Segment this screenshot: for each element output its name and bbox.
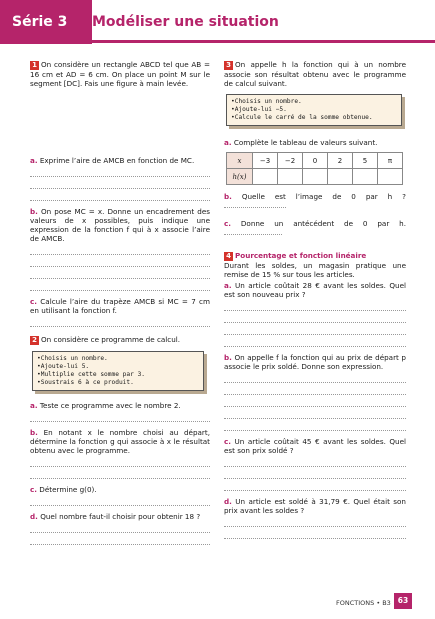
table-cell: 5 [353,153,378,169]
page-header [0,0,435,44]
program-line: •Ajoute-lui −5. [231,106,287,113]
exercise-number: 2 [30,336,39,345]
answer-line[interactable] [224,455,406,467]
answer-line[interactable] [224,371,406,383]
exercise-intro: Durant les soldes, un magasin pratique une remise de 15 % sur tous les articles. [224,261,406,279]
program-line: •Soustrais 6 à ce produit. [37,379,134,386]
footer-chapter: FONCTIONS • B3 [336,599,391,607]
exercise-number: 1 [30,61,39,70]
table-input-cell[interactable] [278,169,303,185]
exercise-intro: On appelle h la fonction qui à un nombre associe son résultat obtenu avec le programme de calcul suivant. [224,60,406,88]
question-label: a. [30,156,38,165]
exercise-4 [224,251,406,539]
program-line: •Choisis un nombre. [37,355,108,362]
question-label: c. [224,437,231,446]
answer-line[interactable] [224,467,406,479]
exercise-title: Pourcentage et fonction linéaire [235,251,367,260]
question-text: Donne un antécédent de 0 par h. [240,219,406,228]
table-row [227,169,403,185]
table-cell: π [378,153,403,169]
question-text: En notant x le nombre choisi au départ, détermine la fonction g qui associe à x le résultat obtenu avec le programme. [30,428,210,455]
question-text: Quel nombre faut-il choisir pour obtenir 18 ? [40,512,201,521]
answer-line[interactable] [224,383,406,395]
question-label: b. [224,192,232,201]
table-cell: −3 [253,153,278,169]
program-box [226,94,402,126]
question-text: Quelle est l’image de 0 par h ? [241,192,406,201]
exercise-number: 4 [224,252,233,261]
program-line: •Calcule le carré de la somme obtenue. [231,114,373,121]
answer-line[interactable] [30,467,210,479]
exercise-3 [224,60,406,237]
right-column [224,60,406,539]
question-text: Un article est soldé à 31,79 €. Quel était son prix avant les soldes ? [224,497,406,515]
exercise-1 [30,60,210,327]
question-label: c. [30,485,37,494]
answer-line[interactable] [224,527,406,539]
answer-line[interactable] [224,395,406,407]
answer-line[interactable] [224,299,406,311]
answer-line[interactable] [30,255,210,267]
answer-line[interactable] [224,311,406,323]
question-label: b. [30,428,38,437]
left-column [30,60,210,545]
table-input-cell[interactable] [253,169,278,185]
table-cell: h(x) [227,169,253,185]
answer-line[interactable] [30,267,210,279]
table-input-cell[interactable] [353,169,378,185]
answer-line[interactable] [224,229,282,235]
answer-line[interactable] [224,515,406,527]
page-number: 63 [394,593,412,609]
question-label: d. [224,497,232,506]
question-text: Teste ce programme avec le nombre 2. [39,401,181,410]
exercise-number: 3 [224,61,233,70]
question-text: Exprime l’aire de AMCB en fonction de MC. [39,156,195,165]
program-line: •Choisis un nombre. [231,98,302,105]
question-label: a. [224,281,232,290]
answer-line[interactable] [224,323,406,335]
exercise-intro: On considère un rectangle ABCD tel que AB = 16 cm et AD = 6 cm. On place un point M sur le segment [DC]. Fais une figure à main levée. [30,60,210,88]
question-text: Un article coûtait 28 € avant les soldes. Quel est son nouveau prix ? [224,281,406,299]
answer-line[interactable] [30,521,210,533]
question-text: Complète le tableau de valeurs suivant. [233,138,378,147]
question-text: Un article coûtait 45 € avant les soldes. Quel est son prix soldé ? [224,437,406,455]
question-label: d. [30,512,38,521]
answer-line[interactable] [224,479,406,491]
question-label: c. [30,297,37,306]
answer-line[interactable] [30,533,210,545]
table-cell: −2 [278,153,303,169]
answer-line[interactable] [30,177,210,189]
answer-line[interactable] [30,189,210,201]
answer-line[interactable] [224,202,286,208]
question-label: c. [224,219,231,228]
answer-line[interactable] [224,419,406,431]
question-label: a. [224,138,232,147]
table-cell: 2 [328,153,353,169]
exercise-intro: On considère ce programme de calcul. [41,335,181,344]
page-title: Modéliser une situation [92,14,279,30]
answer-line[interactable] [30,455,210,467]
question-text: On pose MC = x. Donne un encadrement des valeurs de x possibles, puis indique une expression de la fonction f qui à x associe l’aire de AMCB. [30,207,210,243]
serie-label: Série 3 [12,14,68,30]
question-text: On appelle f la fonction qui au prix de départ p associe le prix soldé. Donne son expression. [224,353,406,371]
answer-line[interactable] [30,243,210,255]
answer-line[interactable] [30,410,210,422]
table-input-cell[interactable] [378,169,403,185]
program-line: •Ajoute-lui 5. [37,363,90,370]
program-box [32,351,204,391]
table-cell: x [227,153,253,169]
values-table [226,152,403,185]
answer-line[interactable] [224,407,406,419]
answer-line[interactable] [30,494,210,506]
answer-line[interactable] [30,279,210,291]
answer-line[interactable] [224,335,406,347]
question-text: Détermine g(0). [39,485,97,494]
question-label: b. [224,353,232,362]
question-label: a. [30,401,38,410]
figure-space [30,88,210,156]
answer-line[interactable] [30,165,210,177]
table-cell: 0 [303,153,328,169]
table-input-cell[interactable] [303,169,328,185]
question-text: Calcule l’aire du trapèze AMCB si MC = 7 cm en utilisant la fonction f. [30,297,210,315]
question-label: b. [30,207,38,216]
header-rule [92,40,435,43]
table-row [227,153,403,169]
exercise-2 [30,335,210,545]
table-input-cell[interactable] [328,169,353,185]
program-line: •Multiplie cette somme par 3. [37,371,146,378]
answer-line[interactable] [30,315,210,327]
